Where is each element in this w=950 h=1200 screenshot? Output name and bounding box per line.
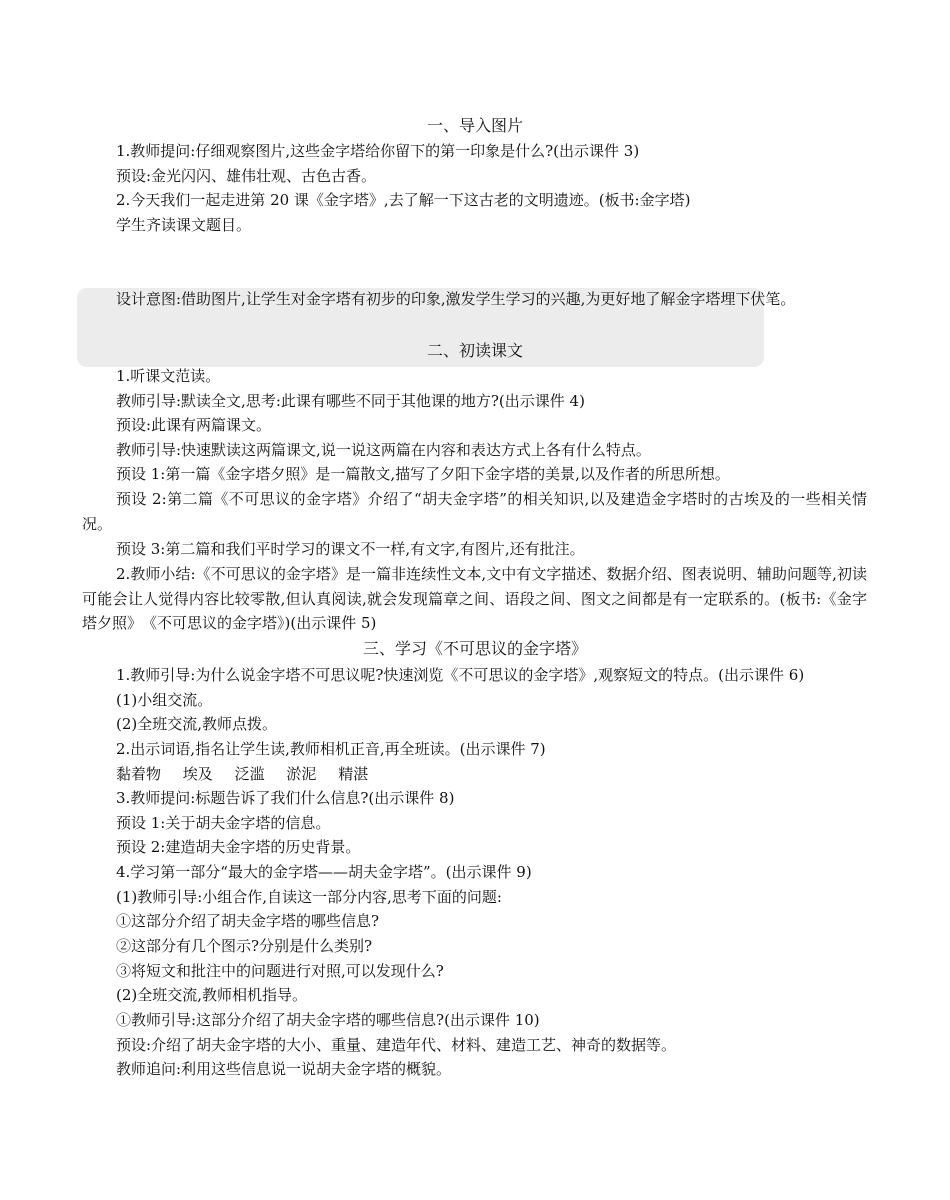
section2-line-2: 教师引导:默读全文,思考:此课有哪些不同于其他课的地方?(出示课件 4) [116,392,585,410]
section2-title: 二、初读课文 [426,341,523,360]
section2-line-5: 预设 1:第一篇《金字塔夕照》是一篇散文,描写了夕阳下金字塔的美景,以及作者的所思所想。 [116,465,730,483]
section2-line-4: 教师引导:快速默读这两篇课文,说一说这两篇在内容和表达方式上各有什么特点。 [116,441,651,459]
section2-summary-paragraph: 2.教师小结:《不可思议的金字塔》是一篇非连续性文本,文中有文字描述、数据介绍、图表说明、辅助问题等,初读可能会让人觉得内容比较零散,但认真阅读,就会发现篇章之间、语段之间、图文之间都是有一定联系的。(板书:《金字塔夕照》 《不可思议的金字塔》)(出示课件 5) [82,565,867,633]
vocab-word: 淤泥 [286,765,317,783]
section3-line-11: ②这部分有几个图示?分别是什么类别? [116,937,373,955]
design-intent-text: 设计意图:借助图片,让学生对金字塔有初步的印象,激发学生学习的兴趣,为更好地了解金字塔埋下伏笔。 [116,290,796,308]
section1-title: 一、导入图片 [426,116,523,135]
section3-line-7: 预设 2:建造胡夫金字塔的历史背景。 [116,838,361,856]
section3-line-1: 1.教师引导:为什么说金字塔不可思议呢?快速浏览《不可思议的金字塔》,观察短文的特点。(出示课件 6) [116,666,805,684]
section3-line-6: 预设 1:关于胡夫金字塔的信息。 [116,814,331,832]
section3-line-13: (2)全班交流,教师相机指导。 [116,986,308,1004]
vocabulary-list [116,762,910,787]
vocab-word: 黏着物 [116,765,162,783]
section3-line-15: 预设:介绍了胡夫金字塔的大小、重量、建造年代、材料、建造工艺、神奇的数据等。 [116,1036,677,1054]
section2-line-1: 1.听课文范读。 [116,367,221,385]
section3-line-10: ①这部分介绍了胡夫金字塔的哪些信息? [116,912,380,930]
section1-line-4: 学生齐读课文题目。 [116,216,252,234]
section3-line-8: 4.学习第一部分“最大的金字塔——胡夫金字塔”。(出示课件 9) [116,863,532,881]
section1-line-3: 2.今天我们一起走进第 20 课《金字塔》,去了解一下这古老的文明遗迹。(板书:金字塔) [116,191,691,209]
section1-line-2: 预设:金光闪闪、雄伟壮观、古色古香。 [116,167,377,185]
section3-line-12: ③将短文和批注中的问题进行对照,可以发现什么? [116,962,444,980]
section2-line-3: 预设:此课有两篇课文。 [116,416,272,434]
section2-preset3-line: 预设 3:第二篇和我们平时学习的课文不一样,有文字,有图片,还有批注。 [116,540,585,558]
section2-preset2-paragraph: 预设 2:第二篇《不可思议的金字塔》介绍了“胡夫金字塔”的相关知识,以及建造金字塔时的古埃及的一些相关情况。 [82,490,867,533]
vocab-word: 埃及 [182,765,213,783]
section3-line-3: (2)全班交流,教师点拨。 [116,715,278,733]
section3-line-2: (1)小组交流。 [116,691,213,709]
section3-line-5: 3.教师提问:标题告诉了我们什么信息?(出示课件 8) [116,789,455,807]
vocab-word: 泛滥 [234,765,265,783]
section3-line-9: (1)教师引导:小组合作,自读这一部分内容,思考下面的问题: [116,888,502,906]
section3-title: 三、学习《不可思议的金字塔》 [362,639,587,658]
section3-line-16: 教师追问:利用这些信息说一说胡夫金字塔的概貌。 [116,1060,452,1078]
section3-line-4: 2.出示词语,指名让学生读,教师相机正音,再全班读。(出示课件 7) [116,740,546,758]
section3-line-14: ①教师引导:这部分介绍了胡夫金字塔的哪些信息?(出示课件 10) [116,1011,540,1029]
section1-line-1: 1.教师提问:仔细观察图片,这些金字塔给你留下的第一印象是什么?(出示课件 3) [116,142,640,160]
vocab-word: 精湛 [338,765,369,783]
